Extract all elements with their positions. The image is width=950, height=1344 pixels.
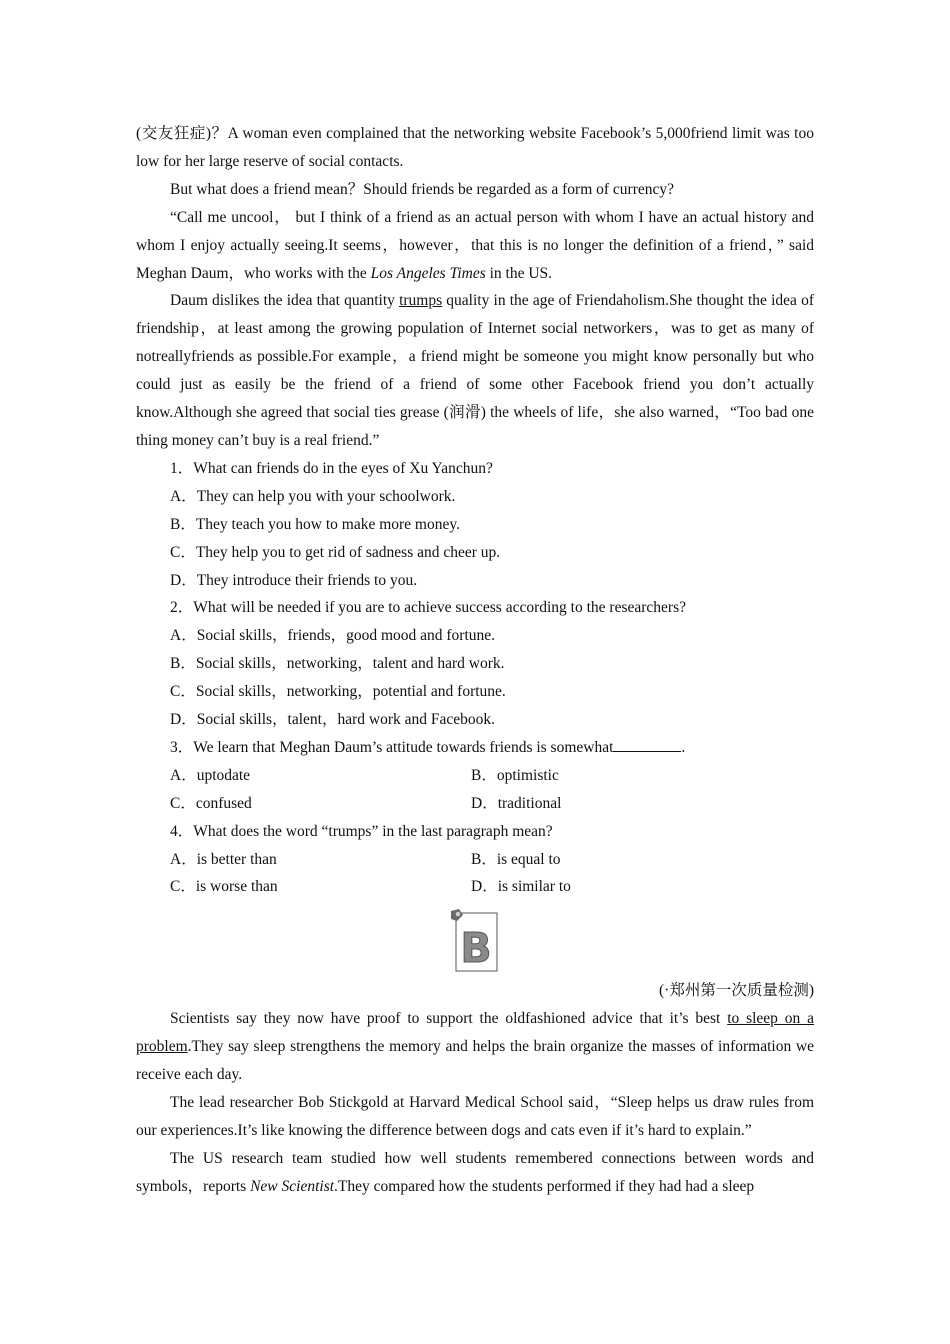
question-1-option-a: A．They can help you with your schoolwork. (170, 487, 456, 505)
question-3-options-row-1 (136, 762, 814, 790)
source-note: (·郑州第一次质量检测) (659, 982, 814, 1000)
question-3-option-c: C．confused (170, 794, 252, 812)
paragraph-text: in the US. (485, 264, 553, 282)
question-2-option-b: B．Social skills，networking，talent and hard work. (170, 655, 505, 673)
question-4-option-b: B．is equal to (471, 850, 561, 868)
answer-blank (613, 735, 681, 752)
paragraph-text: The US research team studied how well students remembered connections between words and symbols，reports (136, 1149, 814, 1195)
question-text-end: . (681, 738, 686, 756)
newspaper-name: Los Angeles Times (370, 264, 486, 282)
question-1-option-d: D．They introduce their friends to you. (170, 571, 418, 589)
question-3-stem (136, 734, 814, 762)
question-4-options-row-2 (136, 873, 814, 901)
section-b-icon (451, 909, 499, 973)
paragraph-text: Scientists say they now have proof to support the oldfashioned advice that it’s best (170, 1010, 728, 1028)
question-3-options-row-2 (136, 790, 814, 818)
document-page (136, 120, 814, 1201)
question-3-option-a: A．uptodate (170, 766, 251, 784)
question-1-option-b: B．They teach you how to make more money. (170, 515, 460, 533)
underlined-phrase: to sleep on a problem (136, 1010, 814, 1056)
question-1-stem: 1．What can friends do in the eyes of Xu Yanchun? (170, 459, 493, 477)
section-letter: B (460, 924, 492, 973)
paragraph-text: “Call me uncool， but I think of a friend as an actual person with whom I have an actual history and whom I enjoy actually seeing.It seems，however，that this is no longer the definition of a friend，” said Meghan Daum，who works with the (136, 208, 814, 282)
question-2-option-a: A．Social skills，friends，good mood and fortune. (170, 627, 496, 645)
underlined-word: trumps (399, 292, 443, 310)
question-4-option-c: C．is worse than (170, 878, 278, 896)
passage-a-paragraph-3 (136, 204, 814, 288)
paragraph-text: Daum dislikes the idea that quantity (170, 292, 400, 310)
question-3-option-b: B．optimistic (471, 766, 559, 784)
question-4-option-a: A．is better than (170, 850, 277, 868)
passage-a-paragraph-2: But what does a friend mean？Should friends be regarded as a form of currency? (170, 180, 674, 198)
passage-b-paragraph-3 (136, 1145, 814, 1201)
question-2-stem: 2．What will be needed if you are to achieve success according to the researchers? (170, 599, 687, 617)
question-3-option-d: D．traditional (471, 794, 562, 812)
question-4-options-row-1 (136, 846, 814, 874)
question-2-option-c: C．Social skills，networking，potential and fortune. (170, 683, 506, 701)
question-4-option-d: D．is similar to (471, 878, 571, 896)
paragraph-text: .They compared how the students performed if they had had a sleep (334, 1177, 755, 1195)
paragraph-text: quality in the age of Friendaholism.She thought the idea of friendship，at least among the growing population of Internet social networkers，was to get as many of notreallyfriends as possible.For example，a friend might be someone you might know personally but who could just as easily be the friend of a friend of some other Facebook friend you don’t actually know.Although she agreed that social ties grease (润滑) the wheels of life，she also warned，“Too bad one thing money can’t buy is a real friend.” (136, 292, 814, 449)
paragraph-text: .They say sleep strengthens the memory and helps the brain organize the masses of information we receive each day. (136, 1038, 814, 1084)
passage-a-paragraph-4 (136, 287, 814, 454)
question-1-option-c: C．They help you to get rid of sadness and cheer up. (170, 543, 501, 561)
question-text: 3．We learn that Meghan Daum’s attitude towards friends is somewhat (170, 738, 614, 756)
passage-b-paragraph-2: The lead researcher Bob Stickgold at Harvard Medical School said，“Sleep helps us draw rules from our experiences.It’s like knowing the difference between dogs and cats even if it’s hard to explain.” (136, 1094, 814, 1139)
passage-b-paragraph-1 (136, 1005, 814, 1089)
question-4-stem: 4．What does the word “trumps” in the last paragraph mean? (170, 822, 553, 840)
section-b-logo (136, 901, 814, 973)
question-2-option-d: D．Social skills，talent，hard work and Facebook. (170, 711, 496, 729)
passage-a-paragraph-1: (交友狂症)？A woman even complained that the networking website Facebook’s 5,000friend limit was too low for her large reserve of social contacts. (136, 125, 814, 170)
magazine-name: New Scientist (250, 1177, 335, 1195)
